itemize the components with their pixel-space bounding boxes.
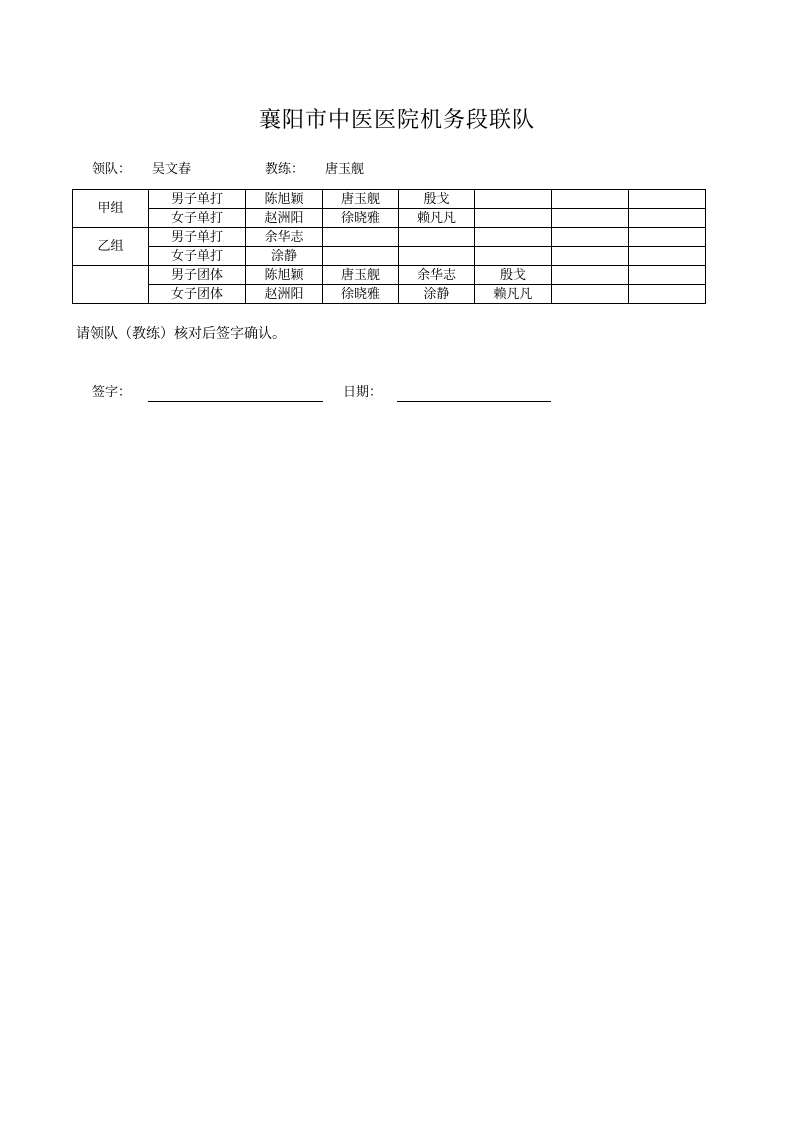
player-cell: 赵洲阳 — [246, 209, 323, 228]
player-cell: 徐晓雅 — [323, 209, 399, 228]
signature-line — [148, 401, 323, 402]
player-cell: 陈旭颖 — [246, 190, 323, 209]
player-cell — [475, 247, 552, 266]
date-label: 日期： — [343, 385, 383, 400]
player-cell — [552, 247, 629, 266]
player-cell — [552, 266, 629, 285]
table-row — [73, 190, 706, 209]
event-cell: 女子团体 — [149, 285, 246, 304]
player-cell — [399, 247, 475, 266]
player-cell: 涂静 — [399, 285, 475, 304]
table-row — [73, 266, 706, 285]
event-cell: 女子单打 — [149, 247, 246, 266]
event-cell: 男子团体 — [149, 266, 246, 285]
coach-name: 唐玉舰 — [325, 162, 365, 177]
player-cell — [629, 266, 706, 285]
player-cell — [323, 228, 399, 247]
player-cell — [629, 285, 706, 304]
player-cell: 赖凡凡 — [475, 285, 552, 304]
table-row — [73, 285, 706, 304]
player-cell — [629, 228, 706, 247]
player-cell: 唐玉舰 — [323, 266, 399, 285]
player-cell — [475, 209, 552, 228]
player-cell: 唐玉舰 — [323, 190, 399, 209]
player-cell: 陈旭颖 — [246, 266, 323, 285]
date-line — [397, 401, 551, 402]
player-cell — [552, 209, 629, 228]
player-cell — [475, 190, 552, 209]
leader-label: 领队： — [92, 162, 132, 177]
signature-label: 签字： — [92, 385, 132, 400]
player-cell: 赵洲阳 — [246, 285, 323, 304]
group-label-b: 乙组 — [73, 228, 149, 266]
document-title: 襄阳市中医医院机务段联队 — [258, 108, 535, 133]
group-label-a: 甲组 — [73, 190, 149, 228]
player-cell: 余华志 — [246, 228, 323, 247]
roster-table — [72, 189, 706, 304]
player-cell — [629, 209, 706, 228]
event-cell: 男子单打 — [149, 190, 246, 209]
confirmation-note: 请领队（教练）核对后签字确认。 — [76, 326, 286, 342]
player-cell: 余华志 — [399, 266, 475, 285]
player-cell — [399, 228, 475, 247]
coach-label: 教练： — [265, 162, 305, 177]
player-cell: 殷戈 — [399, 190, 475, 209]
leader-name: 吴文春 — [152, 162, 192, 177]
event-cell: 男子单打 — [149, 228, 246, 247]
player-cell — [552, 228, 629, 247]
player-cell: 赖凡凡 — [399, 209, 475, 228]
player-cell — [629, 190, 706, 209]
table-row — [73, 247, 706, 266]
player-cell — [552, 285, 629, 304]
table-row — [73, 228, 706, 247]
player-cell: 殷戈 — [475, 266, 552, 285]
table-row — [73, 209, 706, 228]
event-cell: 女子单打 — [149, 209, 246, 228]
player-cell — [323, 247, 399, 266]
player-cell — [552, 190, 629, 209]
player-cell: 涂静 — [246, 247, 323, 266]
group-label-team — [73, 266, 149, 304]
player-cell — [629, 247, 706, 266]
player-cell: 徐晓雅 — [323, 285, 399, 304]
player-cell — [475, 228, 552, 247]
